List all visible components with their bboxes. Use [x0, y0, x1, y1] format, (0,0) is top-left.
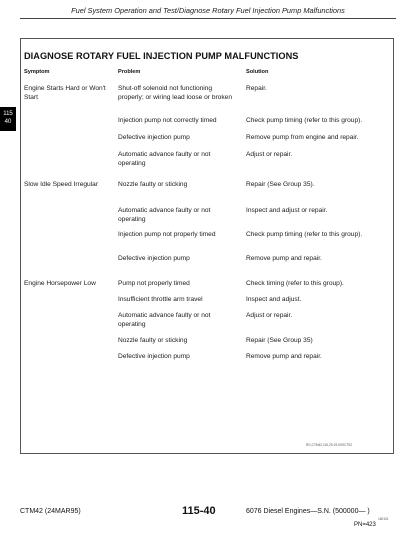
row-solution: Remove pump from engine and repair. [246, 134, 359, 141]
row-solution: Remove pump and repair. [246, 255, 322, 262]
row-solution: Inspect and adjust or repair. [246, 207, 328, 214]
row-solution: Remove pump and repair. [246, 353, 322, 360]
row-problem: Shut-off solenoid not functioning properly; or wiring lead loose or broken [118, 85, 232, 101]
row-problem: Defective injection pump [118, 134, 190, 141]
row-solution: Repair (See Group 35). [246, 181, 315, 188]
row-solution: Check timing (refer to this group). [246, 280, 344, 287]
row-symptom: Slow Idle Speed Irregular [24, 181, 99, 188]
column-header-solution: Solution [246, 69, 269, 75]
row-problem: Defective injection pump [118, 353, 190, 360]
row-solution: Adjust or repair. [246, 151, 293, 158]
row-problem: Automatic advance faulty or not operating [118, 207, 211, 223]
reference-code: RG,CTM42,115,29-19-09OCT92 [306, 443, 353, 447]
section-tab-top: 115 [3, 111, 13, 117]
row-solution: Repair. [246, 85, 267, 92]
footer-page-number: 115-40 [182, 505, 216, 517]
row-solution: Inspect and adjust. [246, 296, 302, 303]
row-problem: Defective injection pump [118, 255, 190, 262]
row-solution: Adjust or repair. [246, 312, 293, 319]
row-symptom: Engine Horsepower Low [24, 280, 96, 287]
row-solution: Check pump timing (refer to this group). [246, 231, 363, 238]
footer-pn: PN=423 [354, 522, 376, 528]
row-problem: Automatic advance faulty or not operating [118, 151, 211, 167]
footer-engine-model: 6076 Diesel Engines—S.N. (500000— ) [246, 508, 370, 515]
row-problem: Nozzle faulty or sticking [118, 337, 188, 344]
row-problem: Nozzle faulty or sticking [118, 181, 188, 188]
row-problem: Injection pump not properly timed [118, 231, 216, 238]
column-header-symptom: Symptom [24, 69, 50, 75]
row-symptom: Engine Starts Hard or Won't Start [24, 85, 106, 101]
row-solution: Repair (See Group 35) [246, 337, 313, 344]
section-tab-bottom: 40 [4, 118, 12, 125]
footer-small-code: 160101 [378, 517, 389, 521]
row-problem: Pump not properly timed [118, 280, 190, 287]
footer-manual-id: CTM42 (24MAR95) [20, 508, 81, 515]
row-problem: Insufficient throttle arm travel [118, 296, 203, 303]
header-rule [20, 18, 396, 19]
section-tab [0, 107, 16, 131]
row-problem: Injection pump not correctly timed [118, 117, 217, 124]
column-header-problem: Problem [118, 69, 141, 75]
section-title: DIAGNOSE ROTARY FUEL INJECTION PUMP MALFUNCTIONS [24, 51, 299, 61]
running-header: Fuel System Operation and Test/Diagnose Rotary Fuel Injection Pump Malfunctions [71, 6, 345, 15]
row-solution: Check pump timing (refer to this group). [246, 117, 363, 124]
row-problem: Automatic advance faulty or not operating [118, 312, 211, 328]
